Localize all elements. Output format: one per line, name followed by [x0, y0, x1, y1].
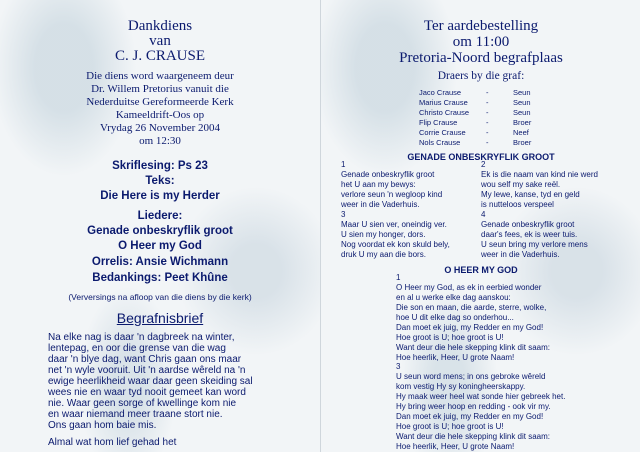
hymn1-verse3	[341, 210, 450, 260]
hymn2-verse3	[396, 362, 565, 452]
bearers-title: Draers by die graf:	[437, 70, 525, 82]
verse-line: kom vestig Hy sy koningheerskappy.	[396, 382, 526, 391]
verse-line: Dan moet ek juig, my Redder en my God!	[396, 323, 544, 332]
bearer-relation: Seun	[513, 98, 531, 107]
intro-line: Nederduitse Gereformeerde Kerk	[86, 96, 234, 108]
hymn1-verse4	[481, 210, 588, 260]
bearer-relation: Broer	[513, 118, 532, 127]
intro-line: Die diens word waargeneem deur	[86, 70, 234, 82]
verse-line: Hy bring weer hoop en redding - ook vir my.	[396, 402, 551, 411]
bearer-dash: -	[486, 98, 489, 107]
verse-line: Die son en maan, die aarde, sterre, wolke,	[396, 303, 547, 312]
refreshments-note: (Verversings na afloop van die diens by die kerk)	[68, 292, 252, 302]
bearer-dash: -	[486, 108, 489, 117]
verse-line: is nutteloos verspeel	[481, 200, 554, 209]
letter-line: Ons gaan hom baie mis.	[48, 420, 157, 431]
letter-line: lentepag, en oor die grense van die wag	[48, 343, 226, 354]
verse-line: U sien my honger, dors.	[341, 230, 426, 239]
verse-line: Maar U sien ver, oneindig ver.	[341, 220, 447, 229]
verse-line: het U aan my bewys:	[341, 180, 416, 189]
letter-line: net 'n wyle vooruit. Uit 'n aardse wêreld na 'n	[48, 365, 246, 376]
verse-number: 1	[396, 273, 401, 282]
letter-line: daar 'n blye dag, want Chris gaan ons maar	[48, 354, 242, 365]
verse-line: O Heer my God, as ek in eerbied wonder	[396, 283, 542, 292]
verse-line: Ek is die naam van kind nie werd	[481, 170, 598, 179]
hymn2-verse1	[396, 273, 550, 363]
right-page	[320, 0, 640, 452]
scripture-reading: Skriflesing: Ps 23	[112, 160, 208, 172]
bearer-dash: -	[486, 128, 489, 137]
verse-line: daar's fees, ek is weer tuis.	[481, 230, 578, 239]
letter-line: Na elke nag is daar 'n dagbreek na winter,	[48, 332, 235, 343]
hymn1-verse2	[481, 160, 598, 210]
hymn2-title: O HEER MY GOD	[444, 265, 518, 275]
service-title: Dankdiens	[127, 18, 193, 34]
intro-line: om 12:30	[139, 135, 181, 147]
letter-line: ewige heerlikheid waar daar geen skeiding sal	[48, 376, 253, 387]
service-van: van	[149, 33, 171, 49]
verse-line: Hy maak weer heel wat sonde hier gebreek het.	[396, 392, 566, 401]
verse-line: Genade onbeskryflik groot	[341, 170, 435, 179]
verse-line: Want deur die hele skepping klink dit saam:	[396, 343, 551, 352]
burial-time: om 11:00	[452, 34, 510, 50]
letter-closing: Almal wat hom lief gehad het	[48, 437, 177, 448]
hymn1-title: GENADE ONBESKRYFLIK GROOT	[407, 152, 555, 162]
hymn1-verse1	[341, 160, 442, 210]
burial-title: Ter aardebestelling	[423, 18, 539, 34]
verse-number: 3	[341, 210, 346, 219]
verse-line: Genade onbeskryflik groot	[481, 220, 575, 229]
verse-line: en al u werke elke dag aanskou:	[396, 293, 511, 302]
organist: Orrelis: Ansie Wichmann	[91, 256, 229, 268]
bearer-name: Flip Crause	[419, 118, 458, 127]
verse-line: druk U my aan die bors.	[341, 250, 426, 259]
verse-line: hoe U dit elke dag so onderhou...	[396, 313, 514, 322]
verse-line: Hoe groot is U; hoe groot is U!	[396, 422, 504, 431]
verse-number: 1	[341, 160, 346, 169]
verse-line: weer in die Vaderhuis.	[481, 250, 560, 259]
bearer-relation: Broer	[513, 138, 532, 147]
thanks: Bedankings: Peet Khûne	[92, 272, 228, 284]
song-item: O Heer my God	[118, 240, 202, 252]
verse-line: Dan moet ek juig, my Redder en my God!	[396, 412, 544, 421]
bearer-name: Nols Crause	[419, 138, 461, 147]
intro-line: Dr. Willem Pretorius vanuit die	[91, 83, 229, 95]
bearer-dash: -	[486, 118, 489, 127]
bearer-name: Jaco Crause	[419, 88, 462, 97]
deceased-name: C. J. CRAUSE	[114, 48, 206, 64]
verse-line: U seun bring my verlore mens	[481, 240, 588, 249]
bearer-relation: Neef	[513, 128, 529, 137]
songs-label: Liedere:	[137, 210, 183, 222]
bearer-dash: -	[486, 88, 489, 97]
bearer-relation: Seun	[513, 108, 531, 117]
burial-place: Pretoria-Noord begrafplaas	[399, 50, 563, 66]
intro-line: Kameeldrift-Oos op	[115, 109, 205, 121]
verse-line: Want deur die hele skepping klink dit saam:	[396, 432, 551, 441]
verse-line: Nog voordat ek kon skuld bely,	[341, 240, 450, 249]
verse-line: Hoe heerlik, Heer, U grote Naam!	[396, 442, 515, 451]
intro-line: Vrydag 26 November 2004	[99, 122, 220, 134]
verse-number: 2	[481, 160, 486, 169]
verse-number: 4	[481, 210, 486, 219]
text-verse: Die Here is my Herder	[100, 190, 220, 202]
verse-line: verlore seun 'n wegloop kind	[341, 190, 443, 199]
verse-line: Hoe heerlik, Heer, U grote Naam!	[396, 353, 515, 362]
letter-line: en waar niemand meer traane stort nie.	[48, 409, 223, 420]
letter-line: wees nie en waar tyd nooit gemeet kan word	[48, 387, 246, 398]
verse-line: My lewe, kanse, tyd en geld	[481, 190, 580, 199]
bearer-name: Marius Crause	[419, 98, 468, 107]
verse-line: U seun word mens; in ons gebroke wêreld	[396, 372, 546, 381]
bearer-dash: -	[486, 138, 489, 147]
letter-line: nie. Waar geen sorge of kwellinge kom nie	[48, 398, 237, 409]
bearer-name: Christo Crause	[419, 108, 470, 117]
verse-number: 3	[396, 362, 401, 371]
verse-line: Hoe groot is U; hoe groot is U!	[396, 333, 504, 342]
song-item: Genade onbeskryflik groot	[87, 225, 233, 237]
verse-line: weer in die Vaderhuis.	[341, 200, 420, 209]
verse-line: wou self my sake reël.	[481, 180, 561, 189]
bearer-relation: Seun	[513, 88, 531, 97]
bearer-name: Corrie Crause	[419, 128, 466, 137]
text-label: Teks:	[145, 175, 175, 187]
letter-title: Begrafnisbrief	[116, 310, 204, 326]
